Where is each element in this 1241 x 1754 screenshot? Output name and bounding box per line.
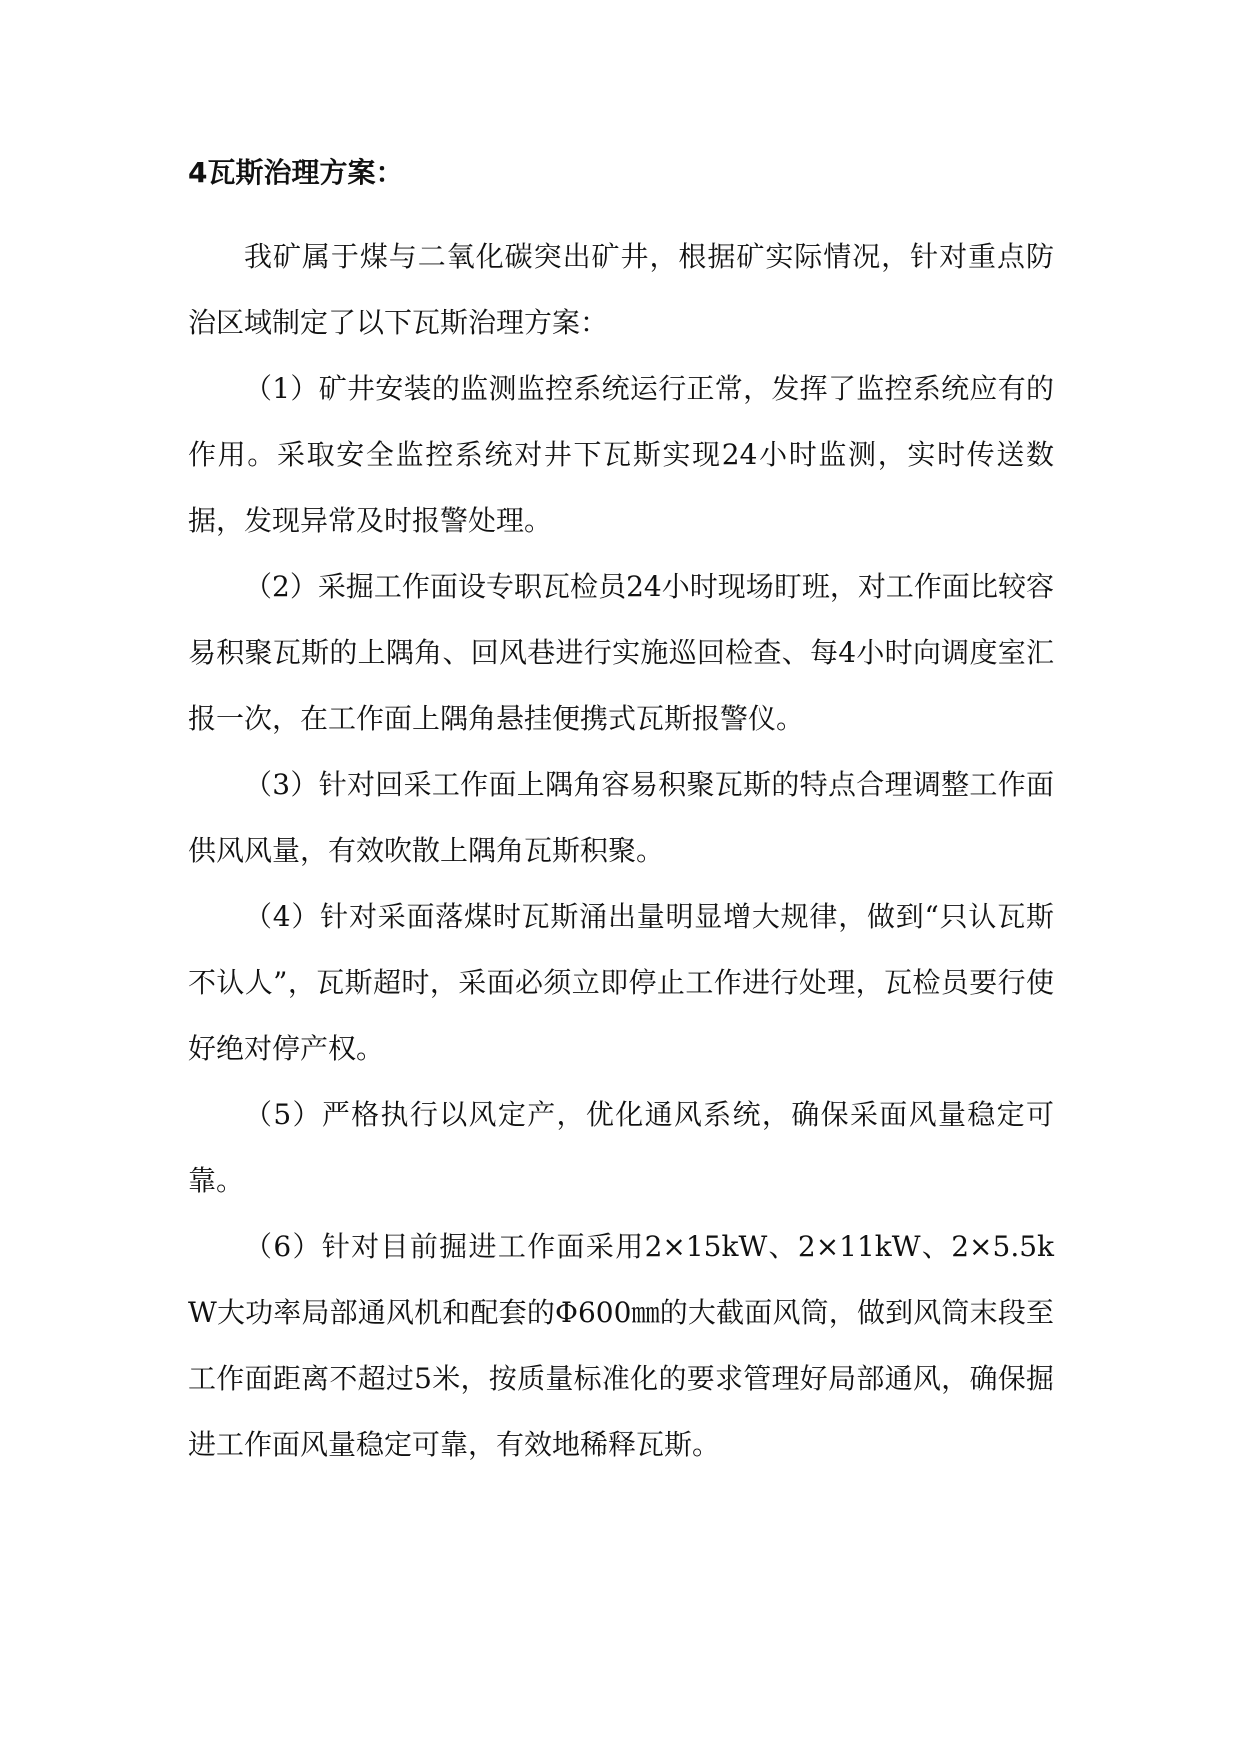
measure-4-paragraph: （4）针对采面落煤时瓦斯涌出量明显增大规律，做到“只认瓦斯不认人”，瓦斯超时，采面必须立即停止工作进行处理，瓦检员要行使好绝对停产权。 <box>188 900 1054 1065</box>
document-body <box>188 150 1054 1478</box>
measure-5-paragraph: （5）严格执行以风定产，优化通风系统，确保采面风量稳定可靠。 <box>188 1098 1054 1197</box>
measure-1-paragraph: （1）矿井安装的监测监控系统运行正常，发挥了监控系统应有的作用。采取安全监控系统对井下瓦斯实现24小时监测，实时传送数据，发现异常及时报警处理。 <box>188 372 1054 537</box>
measure-2-paragraph: （2）采掘工作面设专职瓦检员24小时现场盯班，对工作面比较容易积聚瓦斯的上隅角、回风巷进行实施巡回检查、每4小时向调度室汇报一次，在工作面上隅角悬挂便携式瓦斯报警仪。 <box>188 570 1054 735</box>
section-heading: 4瓦斯治理方案： <box>188 156 404 189</box>
measure-6-paragraph: （6）针对目前掘进工作面采用2×15kW、2×11kW、2×5.5kW大功率局部通风机和配套的Φ600㎜的大截面风筒，做到风筒末段至工作面距离不超过5米，按质量标准化的要求管理好局部通风，确保掘进工作面风量稳定可靠，有效地稀释瓦斯。 <box>188 1230 1054 1461</box>
measure-3-paragraph: （3）针对回采工作面上隅角容易积聚瓦斯的特点合理调整工作面供风风量，有效吹散上隅角瓦斯积聚。 <box>188 768 1054 867</box>
intro-paragraph: 我矿属于煤与二氧化碳突出矿井，根据矿实际情况，针对重点防治区域制定了以下瓦斯治理方案： <box>188 240 1054 339</box>
